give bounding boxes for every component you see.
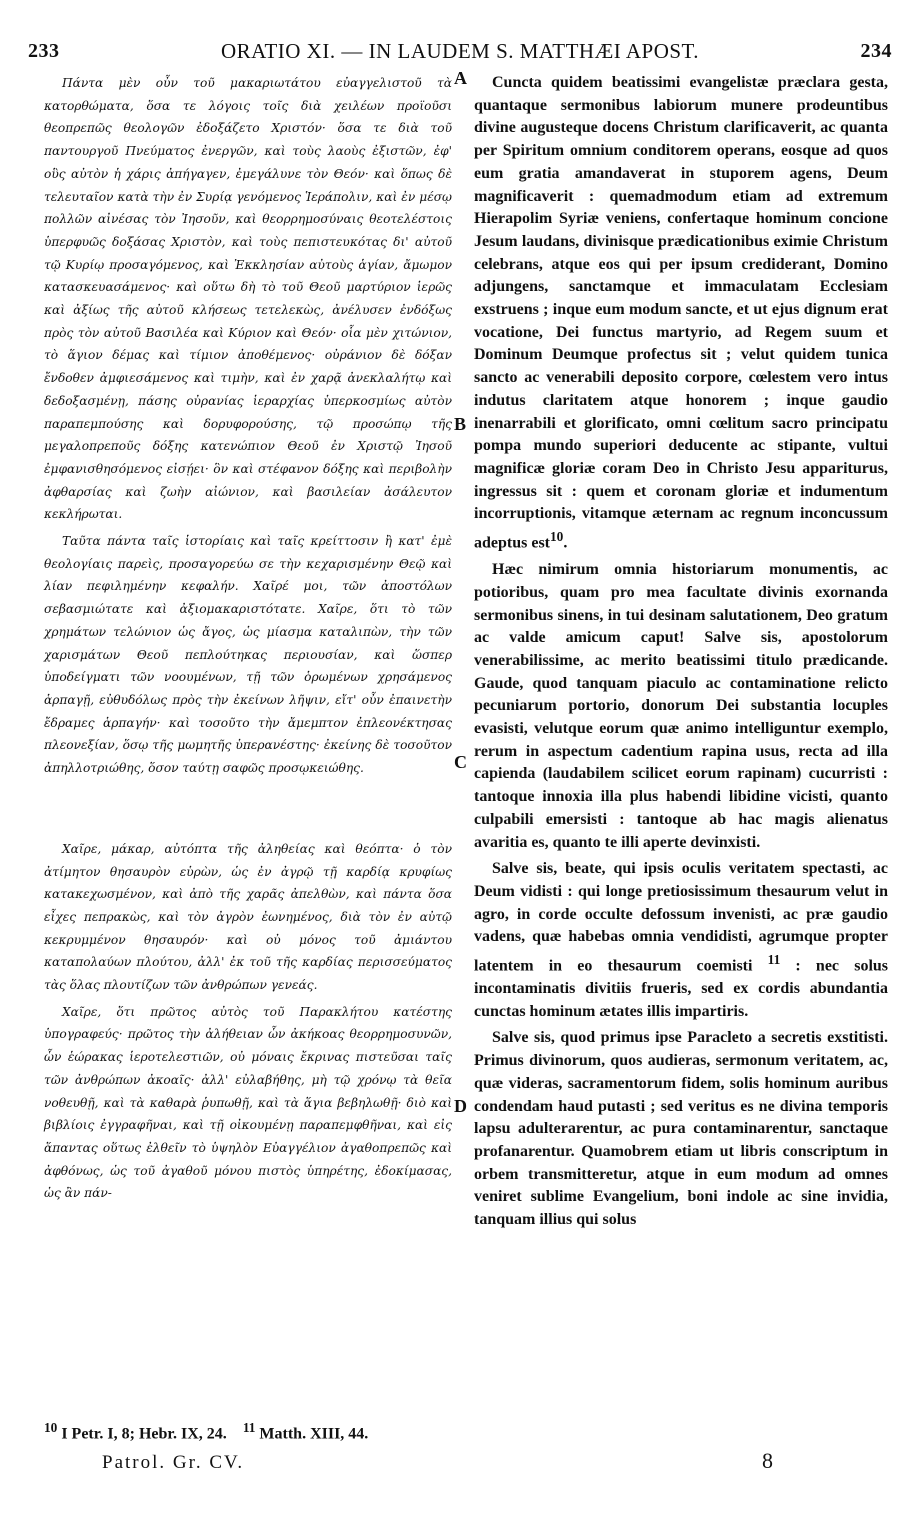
latin-paragraph: Hæc nimirum omnia historiarum monumentis, ac potioribus, quam pro mea facultate divinis exornanda sermonibus sinens, in tui desinam salutationem, Deo gratum ac valde amicum caput! Salve sis, apostolorum venerabilissime, ac merito beatissimi titulo prædicande. Gaude, quod tanquam piaculo ac contaminatione relicto pecuniarum portorio, donorum Dei substantia locuples evasisti, velutque eorum quæ animo intelliguntur exemplo, rerum in aspectum cadentium rapina usus, recta ad illa capienda (laudabilem scilicet eorum rapinam) cucurristi : tantoque innoxia illa plus habendi libidine vicisti, quanto culpabili emersisti : tantoque ab hac magis alienatus avaritia es, quanto te illi aperte devinxisti. [474,561,888,851]
signature-number: 8 [762,1448,773,1473]
margin-marker-c: C [454,752,467,772]
left-page-number: 233 [28,39,60,62]
footnote [243,1420,368,1443]
footnote-text: I Petr. I, 8; Hebr. IX, 24. [61,1425,227,1443]
greek-paragraph: Χαῖρε, ὅτι πρῶτος αὐτὸς τοῦ Παρακλήτου κατέστης ὑπογραφεύς· πρῶτος τὴν ἀλήθειαν ὧν ἀκήκοας θεορρημοσυνῶν, ὧν ἑώρακας ἱεροτελεστιῶν, οὐ μόναις ἔκρινας πιστεῦσαι ταῖς τῶν ἀνθρώπων ἀκοαῖς· ἀλλ' εὐλαβήθης, μὴ τῷ χρόνῳ τὰ θεῖα νοθευθῇ, καὶ τὰ καθαρὰ ῥυπωθῇ, καὶ τὰ ἅγια βεβηλωθῇ· διὸ καὶ βιβλίοις ἐγγραφῆναι, καὶ τῇ οἰκουμένῃ παραπεμφθῆναι, καὶ εἰς ἅπαντας οὕτως ἐλθεῖν τὸ ὑψηλὸν Εὐαγγέλιον ἀγαθοπρεπῶς καὶ ἀφθόνως, ὡς τοῦ ἀγαθοῦ μόνου πιστὸς ὑπηρέτης, ἐδοκίμασας, ὡς ἂν πάν- [44,1004,452,1201]
running-header [28,36,892,66]
footnote-number: 11 [242,1420,256,1435]
latin-paragraph-text: Cuncta quidem beatissimi evangelistæ præclara gesta, quantaque sermonibus labiorum munere prodeuntibus divine augusteque docens Christum clarificaverit, ac quanta per Spiritum omnium conditorem operans, eosque ad quos eum gratia amandaverat in stuporem agens, Deum magnificaverit : quemadmodum etiam ad extremum Hierapolim Syriæ veniens, confertaque hominum concione Jesum laudans, divinisque prædicationibus eximie Christum celebrans, atque eos qui per ipsum crediderant, Domino adjungens, sanctamque et immaculatam Ecclesiam exstruens ; inque eum modum sancte, et ut ejus dignum erat vocatione, Dei functus martyrio, ad Regem suum et Dominum Deumque profectus sit ; velut quidem tunica sancto ac venerabili deposito corpore, cœlestem vero intus indutus claritatem atque honorem ; inque gaudio inenarrabili et glorificato, omni cœlitum sacro principatu pompa mundo superiori deducente ac stipante, vultui magnificæ gloriæ coram Deo in Christo Jesu appariturus, ingressus sit : quem et coronam gloriæ et indumentum incorruptionis, vitamque æternam ac regnum inconcussum adeptus est [474,74,888,552]
margin-marker-b: B [454,414,467,434]
signature-line: Patrol. Gr. CV. [102,1452,245,1473]
footnote-text: Matth. XIII, 44. [259,1425,369,1443]
footnote [44,1420,227,1443]
footnote-ref: 11 [767,952,781,968]
footnote-number: 10 [44,1420,58,1435]
latin-paragraph-text: : nec solus incontaminatis divitiis frueris, sed ex cordis abundantia cunctas hominum ætates illis impartiris. [474,957,889,1020]
latin-paragraph: Cuncta quidem beatissimi evangelistæ præclara gesta, quantaque sermonibus labiorum munere prodeuntibus divine augusteque docens Christum clarificaverit, ac quanta per Spiritum omnium conditorem operans, eosque ad quos eum gratia amandaverat in stuporem agens, Deum magnificaverit : quemadmodum etiam ad extremum Hierapolim Syriæ veniens, confertaque hominum concione Jesum laudans, divinisque prædicationibus eximie Christum celebrans, atque eos qui per ipsum crediderant, Domino adjungens, sanctamque et immaculatam Ecclesiam exstruens ; inque eum modum sancte, et ut ejus dignum erat vocatione, Dei functus martyrio, ad Regem suum et Dominum Deumque profectus sit ; velut quidem tunica sancto ac venerabili deposito corpore, cœlestem vero intus indutus claritatem atque honorem ; inque gaudio inenarrabili et glorificato, omni cœlitum sacro principatu pompa mundo superiori deducente ac stipante, vultui magnificæ gloriæ coram Deo in Christo Jesu appariturus, ingressus sit : quem et coronam gloriæ et indumentum incorruptionis, vitamque æternam ac regnum inconcussum adeptus est$^{10}$. [474,74,888,552]
greek-column [44,72,452,1205]
margin-marker-a: A [454,68,467,88]
greek-paragraph: Χαῖρε, μάκαρ, αὐτόπτα τῆς ἀληθείας καὶ θεόπτα· ὁ τὸν ἀτίμητον θησαυρὸν εὑρὼν, ὡς ἐν ἀγρῷ τῇ καρδίᾳ κρυφίως κατακεχωσμένον, καὶ ἀπὸ τῆς χαρᾶς ἀπελθὼν, καὶ πάντα ὅσα εἶχες πεπρακὼς, καὶ τὸν ἀγρὸν ἐωνημένος, διὰ τὸν ἐν αὐτῷ κεκρυμμένον θησαυρόν· καὶ οὐ μόνος τοῦ ἀμιάντου καταπολαύων πλούτου, ἀλλ' ἐκ τοῦ τῆς καρδίας περισσεύματος τὰς ὅλας πλουτίζων τῶν ἀνθρώπων γενεάς. [44,841,452,993]
margin-marker-d: D [454,1096,467,1116]
latin-column [474,72,888,1232]
latin-paragraph [474,858,888,1023]
greek-paragraph: Ταῦτα πάντα ταῖς ἱστορίαις καὶ ταῖς κρείττοσιν ἢ κατ' ἐμὲ θεολογίαις παρεὶς, προσαγορεύω σε τὴν κεχαρισμένην Θεῷ καὶ λίαν πεφιλημένην κεφαλήν. Χαῖρέ μοι, τῶν ἀποστόλων σεβασμιώτατε καὶ ἀξιομακαριστότατε. Χαῖρε, ὅτι τὸ τῶν χρημάτων τελώνιον ὡς ἄγος, ὡς μίασμα καταλιπὼν, τὴν τῶν χαρισμάτων Θεοῦ πεπλούτηκας περιουσίαν, καὶ ὥσπερ ὑποδείγματι τῶν νοουμένων, τῇ τῶν ὁρωμένων χρησάμενος ἁρπαγῇ, εὐθυδόλως πρὸς τὴν ἐκείνων λῆψιν, εἴτ' οὖν ἐπαινετὴν ἔδραμες ἁρπαγήν· καὶ τοσοῦτο τὴν ἄμεμπτον ἐπλεονέκτησας πλεονεξίαν, ὅσῳ τῆς μωμητῆς ὑπερανέστης· ἐκείνης δὲ τοσοῦτον ἀπηλλοτριώθης, ὅσον ταύτῃ σαφῶς προσῳκειώθης. [44,534,452,776]
right-page-number: 234 [860,39,892,62]
footnotes [44,1420,368,1443]
footnote-ref: 10 [550,529,564,545]
latin-paragraph: Salve sis, quod primus ipse Paracleto a secretis exstitisti. Primus divinorum, quos audieras, sermonum veritatem, ac, quæ videras, sacramentorum fidem, solis hominum auribus condendam haud putasti ; sed veritus es ne divina temporis lapsu adulterarentur, ac pura contaminarentur, sanctaque profanarentur. Quamobrem etiam ut libris conscriptum in orbem transmitteretur, atque in eum modum ad omnes veniret sublime Evangelium, boni indole ac sine invidia, tanquam illius qui solus [474,1029,888,1229]
greek-paragraph: Πάντα μὲν οὖν τοῦ μακαριωτάτου εὐαγγελιστοῦ τὰ κατορθώματα, ὅσα τε λόγοις τοῖς διὰ χειλέων προϊοῦσι θεοπρεπῶς θεολογῶν ἐδοξάζετο Χριστόν· ὅσα τε διὰ τοῦ παντουργοῦ Πνεύματος ἐνεργῶν, καὶ τοὺς λαοὺς ἐξιστῶν, ἐφ' οὓς αὐτὸν ἡ χάρις ἀπήγαγεν, ἐμεγάλυνε τὸν Θεόν· καὶ ὅπως δὲ τελευταῖον κατὰ τὴν ἐν Συρίᾳ γενόμενος Ἱεράπολιν, καὶ ἐν μέσῳ πολλῶν αἰνέσας τὸν Ἰησοῦν, καὶ θεορρημοσύναις θεοτελέστοις ὑπερφυῶς δοξάσας Χριστὸν, καὶ τοὺς πεπιστευκότας δι' αὐτοῦ τῷ Κυρίῳ προσαγόμενος, καὶ Ἐκκλησίαν αὐτοὺς ἁγίαν, ἄμωμον κατασκευασάμενος· καὶ οὕτω δὴ τὸ τοῦ Θεοῦ μαρτύριον ἱερῶς καὶ ἀξίως τῆς αὐτοῦ κλήσεως τετελεκὼς, ἀνέλυσεν ἐνδόξως πρὸς τὸν αὐτοῦ Βασιλέα καὶ Κύριον καὶ Θεόν· οἷα μὲν χιτώνιον, τὸ ἅγιον δέμας καὶ τίμιον ἀποθέμενος· οὐράνιον δὲ δόξαν ἔνδοθεν ἀμφιεσάμενος καὶ τιμὴν, καὶ ἐν χαρᾷ ἀνεκλαλήτῳ καὶ δεδοξασμένῃ, πάσης οὐρανίας ἱεραρχίας ὑπερκοσμίως αὐτὸν παραπεμπούσης καὶ δορυφορούσης, τῷ προσώπῳ τῆς μεγαλοπρεποῦς δόξης κατενώπιον Θεοῦ ἐν Χριστῷ Ἰησοῦ ἐμφανισθησόμενος εἰσῄει· ὃν καὶ στέφανον δόξης καὶ περιβολὴν ἀφθαρσίας καὶ ζωὴν αἰώνιον, καὶ βασιλείαν ἀσάλευτον κεκλήρωται. [44,76,452,522]
running-title: ORATIO XI. — IN LAUDEM S. MATTHÆI APOST. [220,38,700,63]
latin-paragraph-text: Salve sis, beate, qui ipsis oculis veritatem spectasti, ac Deum vidisti : qui longe pretiosissimum thesaurum velut in agro, in corde occulte defossum invenisti, ac præ gaudio vadens, quæ habebas omnia vendidisti, agrumque propter latentem in eo thesaurum coemisti [474,860,888,975]
